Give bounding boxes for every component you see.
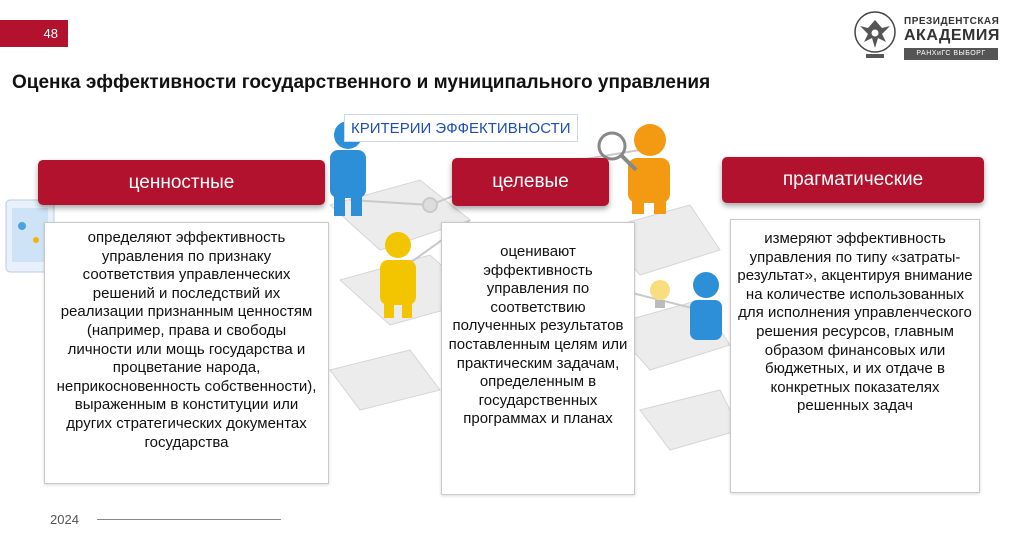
criteria-label: КРИТЕРИИ ЭФФЕКТИВНОСТИ bbox=[344, 114, 578, 142]
value-based-description: определяют эффективность управления по признаку соответствия управленческих решений и последствий их реализации признанным ценностям (например, права и свободы личности или мощь государства и процветание народа, неприкосновенность собственности), выраженным в конституции или других стратегических документах государства bbox=[44, 222, 329, 484]
footer-year: 2024 bbox=[50, 512, 79, 527]
header-pragmatic: прагматические bbox=[722, 157, 984, 203]
academy-logo bbox=[852, 8, 1002, 66]
target-based-description: оценивают эффективность управления по соответствию полученных результатов поставленным целям или практическим задачам, определенным в государственных программах и планах bbox=[441, 222, 635, 495]
logo-line-3: РАНХиГС ВЫБОРГ bbox=[904, 48, 998, 60]
lightbulb-icon bbox=[650, 280, 670, 308]
pragmatic-description: измеряют эффективность управления по типу «затраты-результат», акцентируя внимание на количестве использованных для исполнения управленческого решения ресурсов, главным образом финансовых или бюджетных, и их отдаче в конкретных показателях решенных задач bbox=[730, 219, 980, 493]
page-number-badge bbox=[0, 20, 68, 47]
slide-title: Оценка эффективности государственного и муниципального управления bbox=[12, 72, 711, 93]
blue-person-right-icon bbox=[690, 272, 722, 340]
logo-line-1: ПРЕЗИДЕНТСКАЯ bbox=[904, 16, 1000, 27]
logo-line-2: АКАДЕМИЯ bbox=[904, 27, 1000, 44]
header-target-based: целевые bbox=[452, 158, 609, 206]
header-value-based: ценностные bbox=[38, 160, 325, 205]
eagle-emblem-icon bbox=[852, 8, 898, 64]
footer-divider bbox=[97, 519, 281, 520]
page-number: 48 bbox=[43, 26, 58, 41]
